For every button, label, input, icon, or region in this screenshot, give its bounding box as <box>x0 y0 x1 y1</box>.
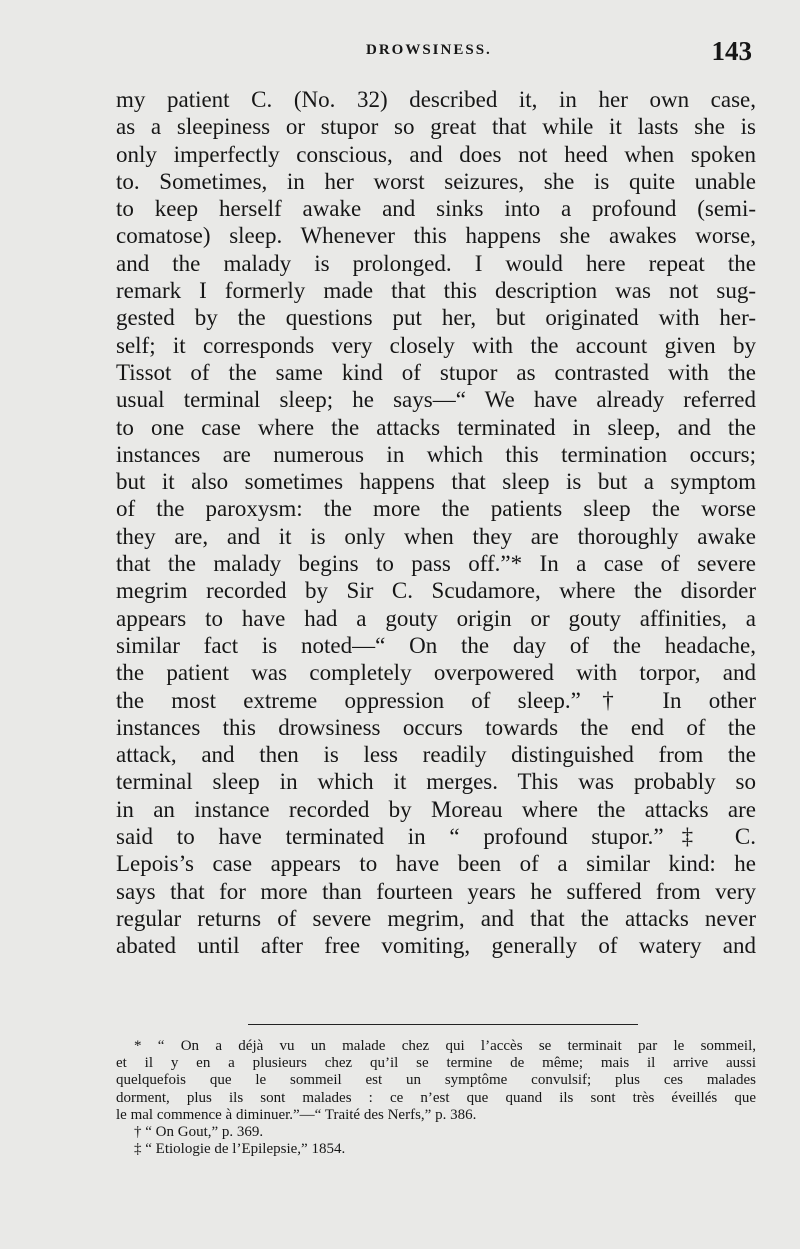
body-line: comatose) sleep. Whenever this happens she awakes worse, <box>116 223 756 249</box>
footnote-double-dagger: ‡ “ Etiologie de l’Epilepsie,” 1854. <box>134 1141 346 1158</box>
footnote-rule <box>248 1024 638 1025</box>
footnote-star-line: quelquefois que le sommeil est un symptôme convulsif; plus ces malades <box>116 1072 756 1089</box>
body-line: gested by the questions put her, but originated with her- <box>116 305 756 331</box>
footnotes <box>116 1038 756 1158</box>
footnote-star-line: et il y en a plusieurs chez qu’il se termine de même; mais il arrive aussi <box>116 1055 756 1072</box>
body-line: the patient was completely overpowered with torpor, and <box>116 660 756 686</box>
body-line: abated until after free vomiting, generally of watery and <box>116 933 756 959</box>
body-line: that the malady begins to pass off.”* In a case of severe <box>116 551 756 577</box>
body-line: appears to have had a gouty origin or gouty affinities, a <box>116 605 756 631</box>
body-line: Lepois’s case appears to have been of a similar kind: he <box>116 851 756 877</box>
body-line: attack, and then is less readily distinguished from the <box>116 742 756 768</box>
body-line: but it also sometimes happens that sleep is but a symptom <box>116 469 756 495</box>
body-line: of the paroxysm: the more the patients sleep the worse <box>116 496 756 522</box>
body-text <box>116 86 756 960</box>
body-line: to. Sometimes, in her worst seizures, she is quite unable <box>116 168 756 194</box>
body-line: said to have terminated in “ profound stupor.”‡ C. <box>116 824 756 850</box>
body-line: says that for more than fourteen years he suffered from very <box>116 878 756 904</box>
body-line: terminal sleep in which it merges. This was probably so <box>116 769 756 795</box>
body-line: Tissot of the same kind of stupor as contrasted with the <box>116 359 756 385</box>
page-number: 143 <box>711 36 752 66</box>
body-line: as a sleepiness or stupor so great that while it lasts she is <box>116 114 756 140</box>
body-line: remark I formerly made that this description was not sug- <box>116 278 756 304</box>
body-line: similar fact is noted—“ On the day of the headache, <box>116 632 756 658</box>
body-line: self; it corresponds very closely with the account given by <box>116 332 756 358</box>
body-line: to one case where the attacks terminated in sleep, and the <box>116 414 756 440</box>
body-line: instances this drowsiness occurs towards the end of the <box>116 714 756 740</box>
body-line: megrim recorded by Sir C. Scudamore, where the disorder <box>116 578 756 604</box>
body-line: they are, and it is only when they are thoroughly awake <box>116 523 756 549</box>
footnote-dagger: † “ On Gout,” p. 369. <box>134 1123 264 1140</box>
footnote-star-line: dorment, plus ils sont malades : ce n’est que quand ils sont très éveillés que <box>116 1089 756 1106</box>
body-line: my patient C. (No. 32) described it, in her own case, <box>116 87 756 112</box>
body-line: instances are numerous in which this termination occurs; <box>116 441 756 467</box>
body-line: regular returns of severe megrim, and that the attacks never <box>116 905 756 931</box>
body-line: only imperfectly conscious, and does not heed when spoken <box>116 141 756 167</box>
body-line: in an instance recorded by Moreau where the attacks are <box>116 796 756 822</box>
body-line: the most extreme oppression of sleep.”† In other <box>116 687 756 713</box>
page-header <box>116 36 756 72</box>
body-line: and the malady is prolonged. I would here repeat the <box>116 250 756 276</box>
running-head: DROWSINESS. <box>366 42 492 58</box>
body-line: to keep herself awake and sinks into a profound (semi- <box>116 196 756 222</box>
footnote-star-line: * “ On a déjà vu un malade chez qui l’accès se terminait par le sommeil, <box>134 1038 756 1054</box>
body-line: usual terminal sleep; he says—“ We have already referred <box>116 387 756 413</box>
footnote-star-line: le mal commence à diminuer.”—“ Traité des Nerfs,” p. 386. <box>116 1106 477 1123</box>
